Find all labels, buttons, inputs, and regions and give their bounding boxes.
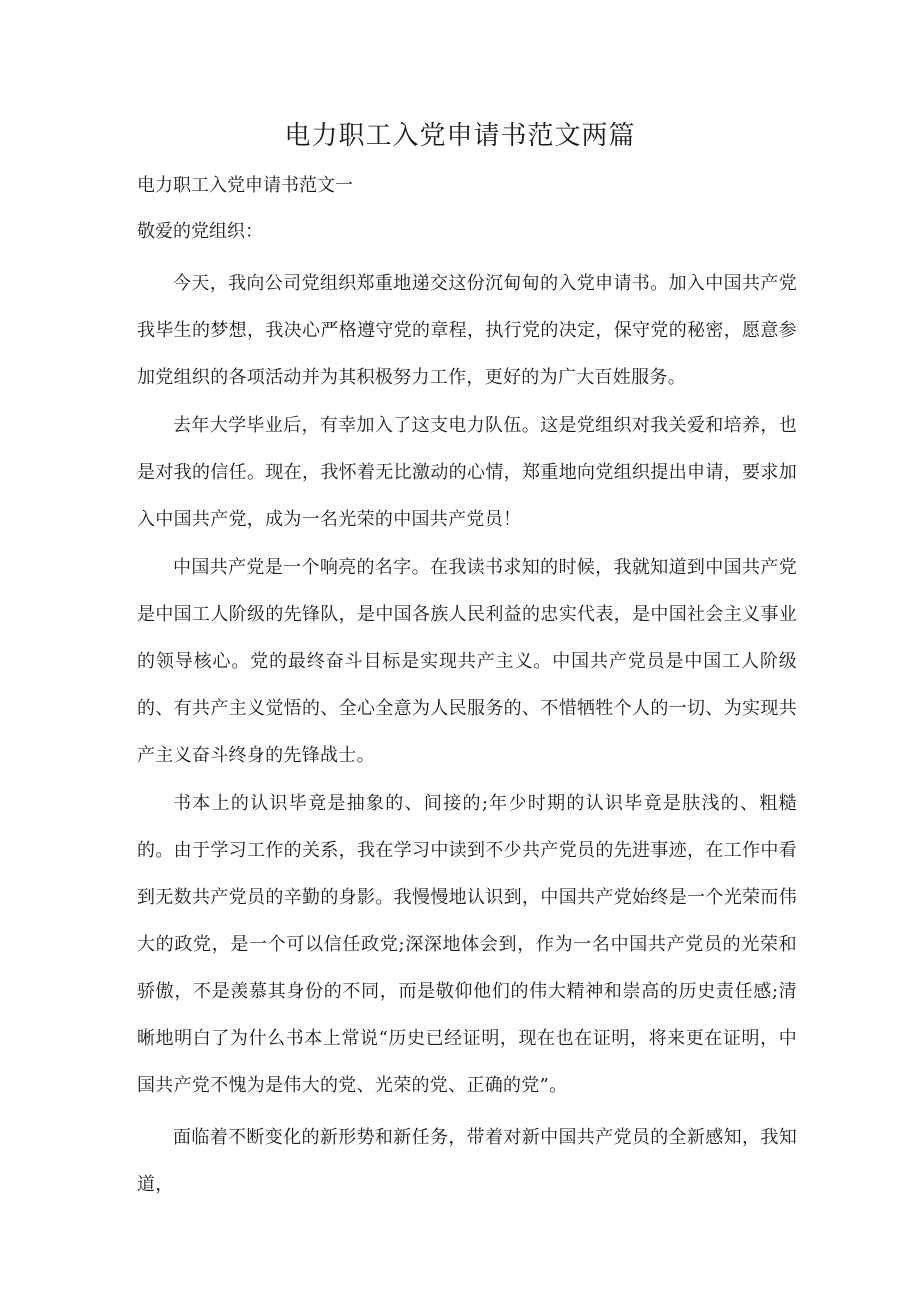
body-paragraph-3: 中国共产党是一个响亮的名字。在我读书求知的时候，我就知道到中国共产党是中国工人阶级的先锋队，是中国各族人民利益的忠实代表，是中国社会主义事业的领导核心。党的最终奋斗目标是实现共产主义。中国共产党员是中国工人阶级的、有共产主义觉悟的、全心全意为人民服务的、不惜牺牲个人的一切、为实现共产主义奋斗终身的先锋战士。 bbox=[137, 557, 797, 766]
body-paragraph-1: 今天，我向公司党组织郑重地递交这份沉甸甸的入党申请书。加入中国共产党我毕生的梦想，我决心严格遵守党的章程，执行党的决定，保守党的秘密，愿意参加党组织的各项活动并为其积极努力工作，更好的为广大百姓服务。 bbox=[137, 273, 797, 388]
salutation: 敬爱的党组织： bbox=[137, 221, 263, 242]
body-paragraph-2: 去年大学毕业后，有幸加入了这支电力队伍。这是党组织对我关爱和培养，也是对我的信任。现在，我怀着无比激动的心情，郑重地向党组织提出申请，要求加入中国共产党，成为一名光荣的中国共产党员！ bbox=[137, 415, 797, 530]
section-subtitle: 电力职工入党申请书范文一 bbox=[137, 175, 353, 196]
document-title: 电力职工入党申请书范文两篇 bbox=[284, 121, 636, 151]
body-paragraph-5: 面临着不断变化的新形势和新任务，带着对新中国共产党员的全新感知，我知道， bbox=[137, 1127, 797, 1195]
body-paragraph-4: 书本上的认识毕竟是抽象的、间接的;年少时期的认识毕竟是肤浅的、粗糙的。由于学习工作的关系，我在学习中读到不少共产党员的先进事迹，在工作中看到无数共产党员的辛勤的身影。我慢慢地认识到，中国共产党始终是一个光荣而伟大的政党，是一个可以信任政党;深深地体会到，作为一名中国共产党员的光荣和骄傲，不是羡慕其身份的不同，而是敬仰他们的伟大精神和崇高的历史责任感;清晰地明白了为什么书本上常说“历史已经证明，现在也在证明，将来更在证明，中国共产党不愧为是伟大的党、光荣的党、正确的党”。 bbox=[137, 793, 797, 1096]
